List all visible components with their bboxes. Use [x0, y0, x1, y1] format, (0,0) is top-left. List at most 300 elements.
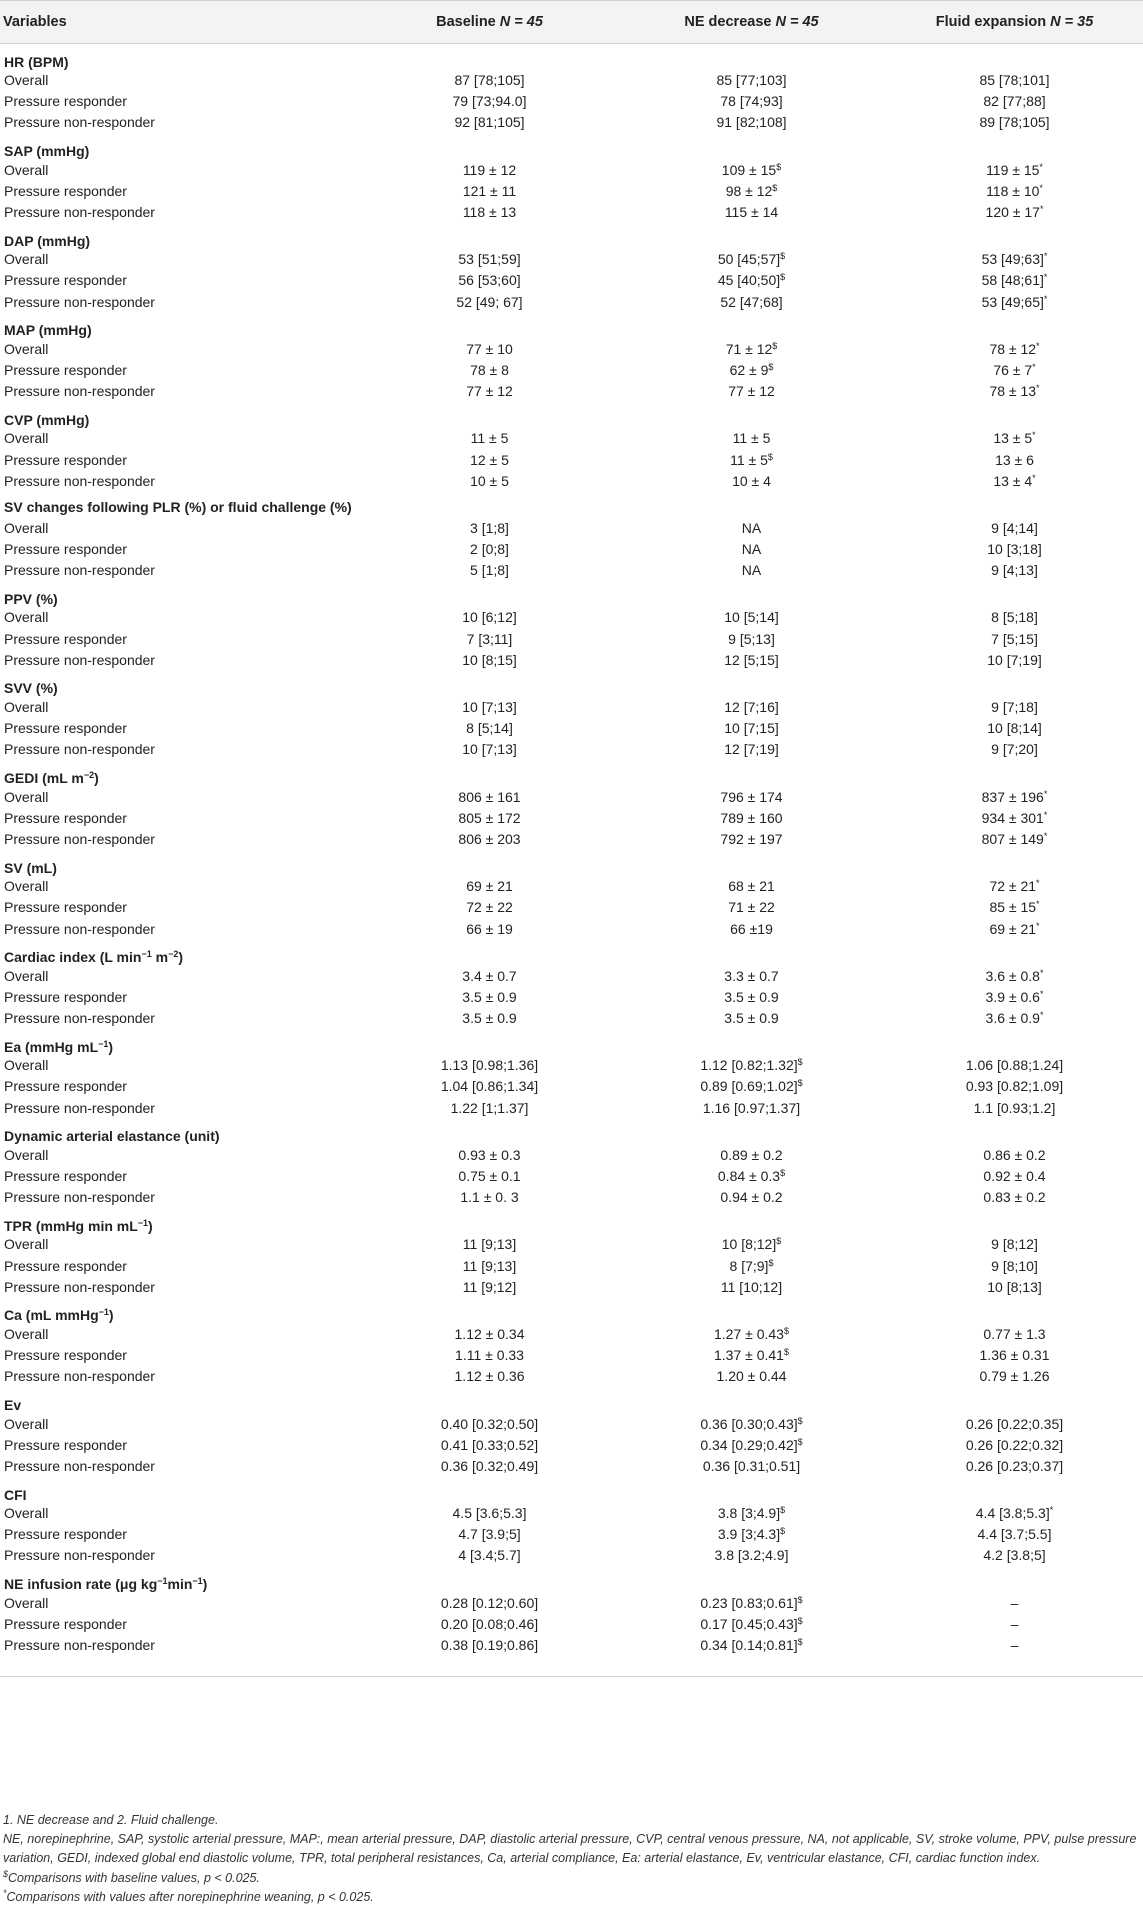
table-row: [0, 786, 1143, 807]
fluid-expansion-cell: [886, 249, 1143, 270]
baseline-cell-value: 77 ± 10: [466, 340, 513, 357]
fluid-expansion-cell-value: 10 [7;19]: [987, 651, 1042, 668]
empty-cell: [886, 1477, 1143, 1503]
row-label: Pressure non-responder: [4, 472, 155, 489]
ne-decrease-cell: [617, 1165, 886, 1186]
section-title: [0, 760, 362, 786]
baseline-cell: [362, 807, 617, 828]
baseline-cell: [362, 91, 617, 112]
baseline-cell-value: 11 [9;12]: [462, 1278, 517, 1295]
row-label: Pressure responder: [4, 1168, 127, 1185]
baseline-cell: [362, 291, 617, 312]
ne-decrease-cell-value: 3.8 [3;4.9]: [717, 1505, 781, 1522]
fluid-expansion-cell-value: 76 ± 7: [993, 361, 1033, 378]
ne-decrease-cell: [617, 381, 886, 402]
baseline-cell: [362, 539, 617, 560]
fluid-expansion-cell-value: 85 ± 15: [989, 899, 1037, 916]
row-label: Overall: [4, 878, 49, 895]
section-title-superscript: −2: [83, 770, 95, 780]
empty-cell: [886, 581, 1143, 607]
empty-cell: [886, 670, 1143, 696]
ne-decrease-cell: [617, 1366, 886, 1387]
baseline-cell: [362, 1413, 617, 1434]
significance-mark: $: [780, 251, 786, 262]
baseline-cell-value: 0.75 ± 0.1: [458, 1168, 521, 1185]
section-header-row: [0, 1387, 1143, 1413]
table-row: [0, 649, 1143, 670]
footnote-mark-star: *: [3, 1887, 7, 1898]
empty-cell: [617, 670, 886, 696]
baseline-cell-value: 11 ± 5: [470, 430, 509, 447]
fluid-expansion-cell-value: 53 [49;63]: [981, 251, 1044, 268]
ne-decrease-cell: [617, 291, 886, 312]
ne-decrease-cell-value: 71 ± 22: [728, 899, 775, 916]
fluid-expansion-cell-value: 0.93 [0.82;1.09]: [965, 1078, 1064, 1095]
ne-decrease-cell: [617, 1545, 886, 1566]
significance-mark: $: [780, 1526, 786, 1537]
table-row: [0, 359, 1143, 380]
fluid-expansion-cell: [886, 807, 1143, 828]
ne-decrease-cell-value: 789 ± 160: [720, 809, 783, 826]
baseline-cell: [362, 1366, 617, 1387]
table-row: [0, 470, 1143, 491]
fluid-expansion-cell-value: 10 [8;14]: [987, 720, 1042, 737]
row-label: Overall: [4, 609, 49, 626]
significance-mark: $: [797, 1594, 803, 1605]
empty-cell: [617, 402, 886, 428]
row-label: Overall: [4, 161, 49, 178]
baseline-cell: [362, 359, 617, 380]
ne-decrease-cell-value: 1.12 [0.82;1.32]: [700, 1057, 798, 1074]
table-row: [0, 1008, 1143, 1029]
table-bottom-rule: [0, 1656, 1143, 1677]
ne-decrease-cell-value: 0.89 ± 0.2: [720, 1146, 783, 1163]
fluid-expansion-cell: [886, 1255, 1143, 1276]
baseline-cell-value: 0.38 [0.19;0.86]: [440, 1637, 539, 1654]
ne-decrease-cell-value: 52 [47;68]: [720, 293, 783, 310]
section-title: [0, 581, 362, 607]
section-header-row: [0, 1118, 1143, 1144]
baseline-cell: [362, 1097, 617, 1118]
header-baseline-n: N = 45: [499, 14, 543, 30]
fluid-expansion-cell-value: 82 [77;88]: [983, 93, 1046, 110]
ne-decrease-cell-value: 0.17 [0.45;0.43]: [700, 1615, 798, 1632]
fluid-expansion-cell-value: 78 ± 12: [989, 340, 1037, 357]
ne-decrease-cell-value: 85 [77;103]: [716, 72, 787, 89]
ne-decrease-cell-value: NA: [741, 541, 762, 558]
baseline-cell-value: 53 [51;59]: [458, 251, 521, 268]
empty-cell: [362, 44, 617, 70]
header-ne-decrease: [617, 1, 886, 44]
ne-decrease-cell-value: 10 ± 4: [732, 472, 771, 489]
section-title-superscript: −1: [192, 1576, 203, 1587]
fluid-expansion-cell: [886, 1613, 1143, 1634]
section-title: [0, 1118, 362, 1144]
row-label: Overall: [4, 1057, 49, 1074]
fluid-expansion-cell: [886, 1008, 1143, 1029]
empty-cell: [617, 1208, 886, 1234]
fluid-expansion-cell: [886, 1434, 1143, 1455]
table-body: [0, 44, 1143, 1677]
significance-mark: $: [797, 1615, 803, 1626]
significance-mark: $: [776, 1236, 782, 1247]
header-ne-label: NE decrease: [684, 14, 772, 30]
ne-decrease-cell-value: 12 [7;19]: [724, 741, 779, 758]
baseline-cell: [362, 739, 617, 760]
ne-decrease-cell: [617, 649, 886, 670]
section-title-superscript: −1: [137, 1217, 149, 1228]
baseline-cell: [362, 1165, 617, 1186]
ne-decrease-cell: [617, 828, 886, 849]
row-label: Overall: [4, 72, 49, 89]
section-title: [0, 670, 362, 696]
baseline-cell-value: 69 ± 21: [466, 878, 513, 895]
baseline-cell: [362, 1592, 617, 1613]
ne-decrease-cell: [617, 449, 886, 470]
fluid-expansion-cell-value: 10 [8;13]: [987, 1278, 1042, 1295]
row-label: Pressure responder: [4, 1436, 127, 1453]
section-title: [0, 1477, 362, 1503]
footnote-weaning-text: Comparisons with values after norepinephrine weaning, p < 0.025.: [6, 1889, 374, 1904]
fluid-expansion-cell-value: 85 [78;101]: [979, 72, 1050, 89]
row-label: Pressure responder: [4, 899, 127, 916]
table-row: [0, 449, 1143, 470]
section-header-row: [0, 1029, 1143, 1055]
ne-decrease-cell-value: 3.9 [3;4.3]: [717, 1526, 781, 1543]
table-row: [0, 560, 1143, 581]
significance-mark: *: [1043, 272, 1048, 283]
significance-mark: *: [1036, 878, 1040, 889]
fluid-expansion-cell-value: 9 [4;14]: [991, 519, 1038, 536]
fluid-expansion-cell-value: 837 ± 196: [981, 788, 1044, 805]
header-fluid-expansion: [886, 1, 1143, 44]
fluid-expansion-cell-value: –: [1010, 1594, 1019, 1611]
fluid-expansion-cell-value: 4.4 [3.7;5.5]: [977, 1526, 1052, 1543]
baseline-cell-value: 118 ± 13: [462, 204, 517, 221]
baseline-cell-value: 0.20 [0.08;0.46]: [440, 1615, 539, 1632]
row-label: Pressure non-responder: [4, 562, 155, 579]
empty-cell: [362, 1477, 617, 1503]
baseline-cell-value: 1.04 [0.86;1.34]: [440, 1078, 539, 1095]
baseline-cell: [362, 876, 617, 897]
row-label: Pressure responder: [4, 720, 127, 737]
section-header-row: [0, 670, 1143, 696]
fluid-expansion-cell-value: 934 ± 301: [981, 809, 1044, 826]
fluid-expansion-cell-value: 78 ± 13: [989, 383, 1037, 400]
fluid-expansion-cell-value: 4.4 [3.8;5.3]: [975, 1505, 1050, 1522]
fluid-expansion-cell-value: 3.6 ± 0.9: [985, 1010, 1040, 1027]
table-row: [0, 986, 1143, 1007]
fluid-expansion-cell-value: 0.86 ± 0.2: [983, 1146, 1046, 1163]
section-title-text: SV (mL): [4, 859, 57, 876]
empty-cell: [362, 402, 617, 428]
table-row: [0, 1345, 1143, 1366]
fluid-expansion-cell: [886, 739, 1143, 760]
section-title-text: Dynamic arterial elastance (unit): [4, 1128, 220, 1145]
row-label: Pressure responder: [4, 1526, 127, 1543]
ne-decrease-cell: [617, 1097, 886, 1118]
empty-cell: [886, 312, 1143, 338]
empty-cell: [617, 1029, 886, 1055]
fluid-expansion-cell-value: 4.2 [3.8;5]: [983, 1547, 1046, 1564]
ne-decrease-cell: [617, 1455, 886, 1476]
section-title: [0, 939, 362, 965]
empty-cell: [617, 133, 886, 159]
significance-mark: $: [783, 1347, 789, 1358]
significance-mark: $: [780, 1505, 786, 1516]
fluid-expansion-cell-value: 1.06 [0.88;1.24]: [965, 1057, 1064, 1074]
ne-decrease-cell-value: 792 ± 197: [720, 830, 783, 847]
section-title-text-mid: m: [151, 949, 169, 966]
ne-decrease-cell-value: 1.27 ± 0.43: [714, 1325, 784, 1342]
ne-decrease-cell-value: 0.23 [0.83;0.61]: [700, 1594, 798, 1611]
baseline-cell: [362, 1276, 617, 1297]
ne-decrease-cell-value: 9 [5;13]: [728, 630, 775, 647]
fluid-expansion-cell: [886, 628, 1143, 649]
header-variables: Variables: [0, 1, 362, 44]
section-title: [0, 1029, 362, 1055]
row-label: Pressure responder: [4, 988, 127, 1005]
fluid-expansion-cell-value: 1.36 ± 0.31: [979, 1347, 1050, 1364]
row-label: Overall: [4, 788, 49, 805]
ne-decrease-cell-value: 3.8 [3.2;4.9]: [714, 1547, 789, 1564]
footnote-line-1: 1. NE decrease and 2. Fluid challenge.: [3, 1813, 219, 1827]
significance-mark: $: [797, 1637, 803, 1648]
fluid-expansion-cell: [886, 159, 1143, 180]
table-row: [0, 739, 1143, 760]
baseline-cell: [362, 1634, 617, 1655]
significance-mark: *: [1036, 899, 1040, 910]
baseline-cell: [362, 986, 617, 1007]
ne-decrease-cell-value: 0.34 [0.14;0.81]: [700, 1637, 798, 1654]
row-label: Overall: [4, 1146, 49, 1163]
section-title-superscript: −1: [141, 949, 152, 960]
header-ne-n: N = 45: [775, 14, 819, 30]
ne-decrease-cell: [617, 1524, 886, 1545]
ne-decrease-cell-value: 0.89 [0.69;1.02]: [700, 1078, 798, 1095]
fluid-expansion-cell: [886, 112, 1143, 133]
ne-decrease-cell: [617, 897, 886, 918]
section-title: [0, 850, 362, 876]
fluid-expansion-cell: [886, 1234, 1143, 1255]
table-row: [0, 807, 1143, 828]
ne-decrease-cell: [617, 428, 886, 449]
significance-mark: $: [767, 451, 773, 462]
fluid-expansion-cell: [886, 986, 1143, 1007]
section-header-row: [0, 44, 1143, 70]
fluid-expansion-cell: [886, 718, 1143, 739]
section-title-superscript: −2: [168, 949, 179, 960]
empty-cell: [617, 491, 886, 517]
empty-cell: [617, 1118, 886, 1144]
baseline-cell-value: 78 ± 8: [470, 361, 509, 378]
fluid-expansion-cell-value: 1.1 [0.93;1.2]: [973, 1099, 1056, 1116]
ne-decrease-cell: [617, 1592, 886, 1613]
baseline-cell-value: 12 ± 5: [470, 451, 509, 468]
fluid-expansion-cell-value: 0.83 ± 0.2: [983, 1189, 1046, 1206]
fluid-expansion-cell: [886, 1503, 1143, 1524]
section-header-row: [0, 133, 1143, 159]
baseline-cell-value: 4.7 [3.9;5]: [458, 1526, 521, 1543]
baseline-cell-value: 11 [9;13]: [462, 1257, 517, 1274]
fluid-expansion-cell-value: 120 ± 17: [985, 204, 1040, 221]
fluid-expansion-cell: [886, 381, 1143, 402]
ne-decrease-cell: [617, 1144, 886, 1165]
rule-cell: [886, 1656, 1143, 1677]
baseline-cell: [362, 1187, 617, 1208]
ne-decrease-cell: [617, 249, 886, 270]
baseline-cell: [362, 828, 617, 849]
baseline-cell: [362, 1323, 617, 1344]
empty-cell: [617, 312, 886, 338]
section-header-row: [0, 1297, 1143, 1323]
section-title-text: SV changes following PLR (%) or fluid challenge (%): [4, 499, 352, 516]
fluid-expansion-cell: [886, 470, 1143, 491]
table-row: [0, 876, 1143, 897]
row-label: Pressure non-responder: [4, 1547, 155, 1564]
ne-decrease-cell-value: 11 [10;12]: [720, 1278, 783, 1295]
ne-decrease-cell: [617, 965, 886, 986]
baseline-cell: [362, 270, 617, 291]
section-title: [0, 312, 362, 338]
ne-decrease-cell-value: 0.36 [0.31;0.51]: [702, 1457, 801, 1474]
empty-cell: [362, 850, 617, 876]
baseline-cell: [362, 1345, 617, 1366]
fluid-expansion-cell: [886, 91, 1143, 112]
table-row: [0, 718, 1143, 739]
section-header-row: [0, 1208, 1143, 1234]
ne-decrease-cell: [617, 1187, 886, 1208]
fluid-expansion-cell: [886, 180, 1143, 201]
fluid-expansion-cell: [886, 517, 1143, 538]
section-header-row: [0, 939, 1143, 965]
fluid-expansion-cell-value: 119 ± 15: [986, 161, 1040, 178]
ne-decrease-cell-value: 0.94 ± 0.2: [720, 1189, 783, 1206]
baseline-cell: [362, 517, 617, 538]
table-row: [0, 180, 1143, 201]
section-title-text: SAP (mmHg): [4, 143, 90, 160]
row-label: Pressure non-responder: [4, 1637, 155, 1654]
baseline-cell-value: 3.5 ± 0.9: [462, 988, 517, 1005]
fluid-expansion-cell: [886, 291, 1143, 312]
baseline-cell: [362, 338, 617, 359]
row-label: Overall: [4, 1415, 49, 1432]
baseline-cell: [362, 1434, 617, 1455]
ne-decrease-cell-value: 77 ± 12: [728, 383, 775, 400]
baseline-cell: [362, 470, 617, 491]
baseline-cell-value: 87 [78;105]: [454, 72, 525, 89]
table-row: [0, 539, 1143, 560]
ne-decrease-cell-value: 12 [7;16]: [724, 699, 779, 716]
fluid-expansion-cell-value: 7 [5;15]: [991, 630, 1038, 647]
baseline-cell: [362, 1613, 617, 1634]
significance-mark: *: [1039, 161, 1043, 172]
empty-cell: [362, 1208, 617, 1234]
empty-cell: [617, 223, 886, 249]
table-row: [0, 428, 1143, 449]
fluid-expansion-cell: [886, 649, 1143, 670]
baseline-cell: [362, 70, 617, 91]
ne-decrease-cell: [617, 539, 886, 560]
empty-cell: [362, 760, 617, 786]
empty-cell: [886, 491, 1143, 517]
baseline-cell-value: 1.13 [0.98;1.36]: [440, 1057, 539, 1074]
significance-mark: *: [1039, 182, 1043, 193]
row-label: Pressure non-responder: [4, 651, 155, 668]
row-label: Pressure responder: [4, 1078, 127, 1095]
fluid-expansion-cell-value: 0.79 ± 1.26: [979, 1368, 1050, 1385]
empty-cell: [362, 1118, 617, 1144]
baseline-cell: [362, 112, 617, 133]
row-label: Overall: [4, 340, 49, 357]
significance-mark: *: [1032, 430, 1036, 441]
fluid-expansion-cell: [886, 70, 1143, 91]
header-fluid-n: N = 35: [1050, 14, 1094, 30]
section-header-row: [0, 850, 1143, 876]
baseline-cell-value: 1.11 ± 0.33: [455, 1347, 524, 1364]
fluid-expansion-cell: [886, 1055, 1143, 1076]
baseline-cell-value: 1.12 ± 0.36: [454, 1368, 525, 1385]
ne-decrease-cell: [617, 70, 886, 91]
section-title-text: CVP (mmHg): [4, 411, 90, 428]
row-label: Pressure non-responder: [4, 920, 155, 937]
section-title-text: HR (BPM): [4, 53, 69, 70]
baseline-cell: [362, 628, 617, 649]
fluid-expansion-cell-value: 9 [8;10]: [991, 1257, 1038, 1274]
row-label: Overall: [4, 251, 49, 268]
fluid-expansion-cell: [886, 1187, 1143, 1208]
row-label: Pressure non-responder: [4, 1368, 155, 1385]
fluid-expansion-cell: [886, 965, 1143, 986]
table-row: [0, 1255, 1143, 1276]
empty-cell: [617, 760, 886, 786]
ne-decrease-cell: [617, 1323, 886, 1344]
ne-decrease-cell: [617, 1276, 886, 1297]
fluid-expansion-cell: [886, 1545, 1143, 1566]
baseline-cell-value: 10 [7;13]: [462, 741, 517, 758]
significance-mark: *: [1043, 830, 1048, 841]
baseline-cell: [362, 1255, 617, 1276]
row-label: Pressure non-responder: [4, 741, 155, 758]
section-title-text-end: ): [108, 1038, 114, 1055]
baseline-cell-value: 7 [3;11]: [466, 630, 513, 647]
empty-cell: [617, 939, 886, 965]
section-header-row: [0, 223, 1143, 249]
section-header-row: [0, 312, 1143, 338]
empty-cell: [617, 1566, 886, 1592]
significance-mark: $: [797, 1436, 803, 1447]
ne-decrease-cell: [617, 876, 886, 897]
row-label: Pressure non-responder: [4, 1099, 155, 1116]
section-title: [0, 1208, 362, 1234]
table-row: [0, 1434, 1143, 1455]
fluid-expansion-cell-value: 58 [48;61]: [981, 272, 1044, 289]
ne-decrease-cell: [617, 517, 886, 538]
fluid-expansion-cell-value: 13 ± 5: [993, 430, 1033, 447]
section-header-row: [0, 402, 1143, 428]
section-title-text-mid: min: [167, 1576, 193, 1593]
ne-decrease-cell-value: 1.16 [0.97;1.37]: [702, 1099, 801, 1116]
baseline-cell-value: 0.28 [0.12;0.60]: [440, 1594, 539, 1611]
baseline-cell: [362, 1055, 617, 1076]
table-row: [0, 70, 1143, 91]
fluid-expansion-cell: [886, 1524, 1143, 1545]
significance-mark: *: [1049, 1505, 1054, 1516]
empty-cell: [617, 1297, 886, 1323]
table-row: [0, 1076, 1143, 1097]
fluid-expansion-cell: [886, 1592, 1143, 1613]
ne-decrease-cell: [617, 696, 886, 717]
